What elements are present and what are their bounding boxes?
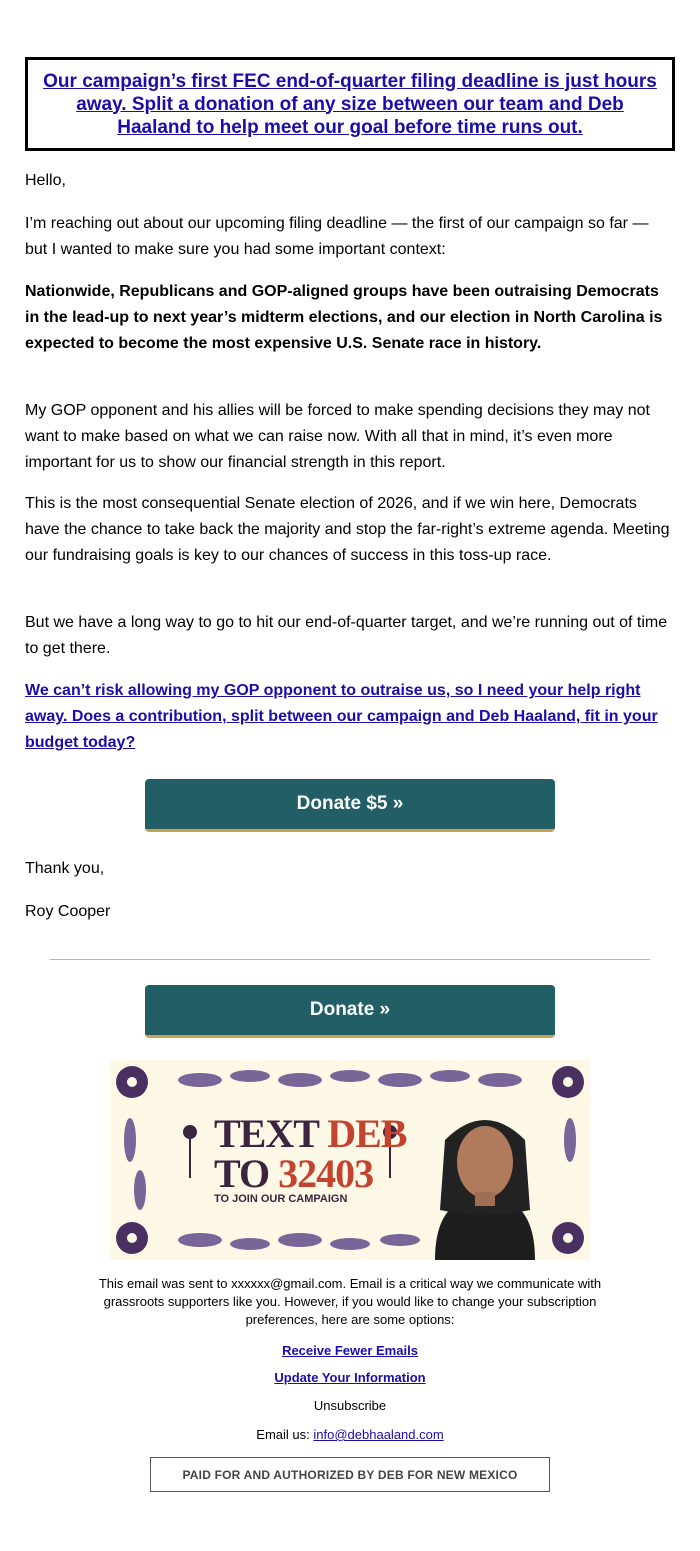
contribution-link[interactable]: We can’t risk allowing my GOP opponent to outraise us, so I need your help right away. Does a contribution, split between our campaign and Deb Haaland, fit in your budget today? xyxy=(25,682,658,751)
text-to-join-promo-image[interactable] xyxy=(110,1060,590,1260)
divider xyxy=(50,959,650,960)
paragraph-consequential: This is the most consequential Senate election of 2026, and if we win here, Democrats have the chance to take back the majority and stop the far-right’s extreme agenda. Meeting our fundraising goals is key to our chances of success in this toss-up race. xyxy=(25,495,670,564)
email-address-link[interactable]: info@debhaaland.com xyxy=(313,1427,444,1442)
unsubscribe-link[interactable]: Unsubscribe xyxy=(313,1398,387,1413)
email-us-line xyxy=(70,1426,630,1444)
promo-number: 32403 xyxy=(278,1151,374,1196)
donate-5-button[interactable]: Donate $5 » xyxy=(145,779,555,832)
promo-word-deb: DEB xyxy=(327,1111,407,1156)
receive-fewer-emails-link[interactable]: Receive Fewer Emails xyxy=(282,1343,418,1358)
footer-notice: This email was sent to xxxxxx@gmail.com. Email is a critical way we communicate with grassroots supporters like you. However, if you would like to change your subscription preferences, here are some options: xyxy=(98,1276,602,1327)
candidate-portrait xyxy=(405,1100,565,1260)
paragraph-target: But we have a long way to go to hit our end-of-quarter target, and we’re running out of time to get there. xyxy=(25,614,668,657)
promo-word-to: TO xyxy=(214,1151,270,1196)
promo-subline: TO JOIN OUR CAMPAIGN xyxy=(214,1193,348,1205)
email-us-label: Email us: xyxy=(256,1427,310,1442)
paragraph-spending: My GOP opponent and his allies will be forced to make spending decisions they may not want to make based on what we can raise now. With all that in mind, it’s even more important for us to show our financial strength in this report. xyxy=(25,402,650,471)
deadline-banner-link[interactable]: Our campaign’s first FEC end-of-quarter filing deadline is just hours away. Split a donation of any size between our team and Deb Haaland to help meet our goal before time runs out. xyxy=(43,70,657,138)
deadline-banner xyxy=(25,57,675,151)
signature: Roy Cooper xyxy=(25,903,111,920)
greeting: Hello, xyxy=(25,172,66,189)
paid-for-disclaimer: PAID FOR AND AUTHORIZED BY DEB FOR NEW MEXICO xyxy=(150,1457,550,1492)
update-information-link[interactable]: Update Your Information xyxy=(274,1370,426,1385)
donate-button[interactable]: Donate » xyxy=(145,985,555,1038)
signoff: Thank you, xyxy=(25,860,105,877)
promo-word-text: TEXT xyxy=(214,1111,319,1156)
paragraph-context: I’m reaching out about our upcoming filing deadline — the first of our campaign so far — but I wanted to make sure you had some important context: xyxy=(25,215,649,258)
promo-headline xyxy=(214,1111,407,1196)
paragraph-outraising: Nationwide, Republicans and GOP-aligned groups have been outraising Democrats in the lead-up to next year’s midterm elections, and our election in North Carolina is expected to become the most expensive U.S. Senate race in history. xyxy=(25,283,663,352)
